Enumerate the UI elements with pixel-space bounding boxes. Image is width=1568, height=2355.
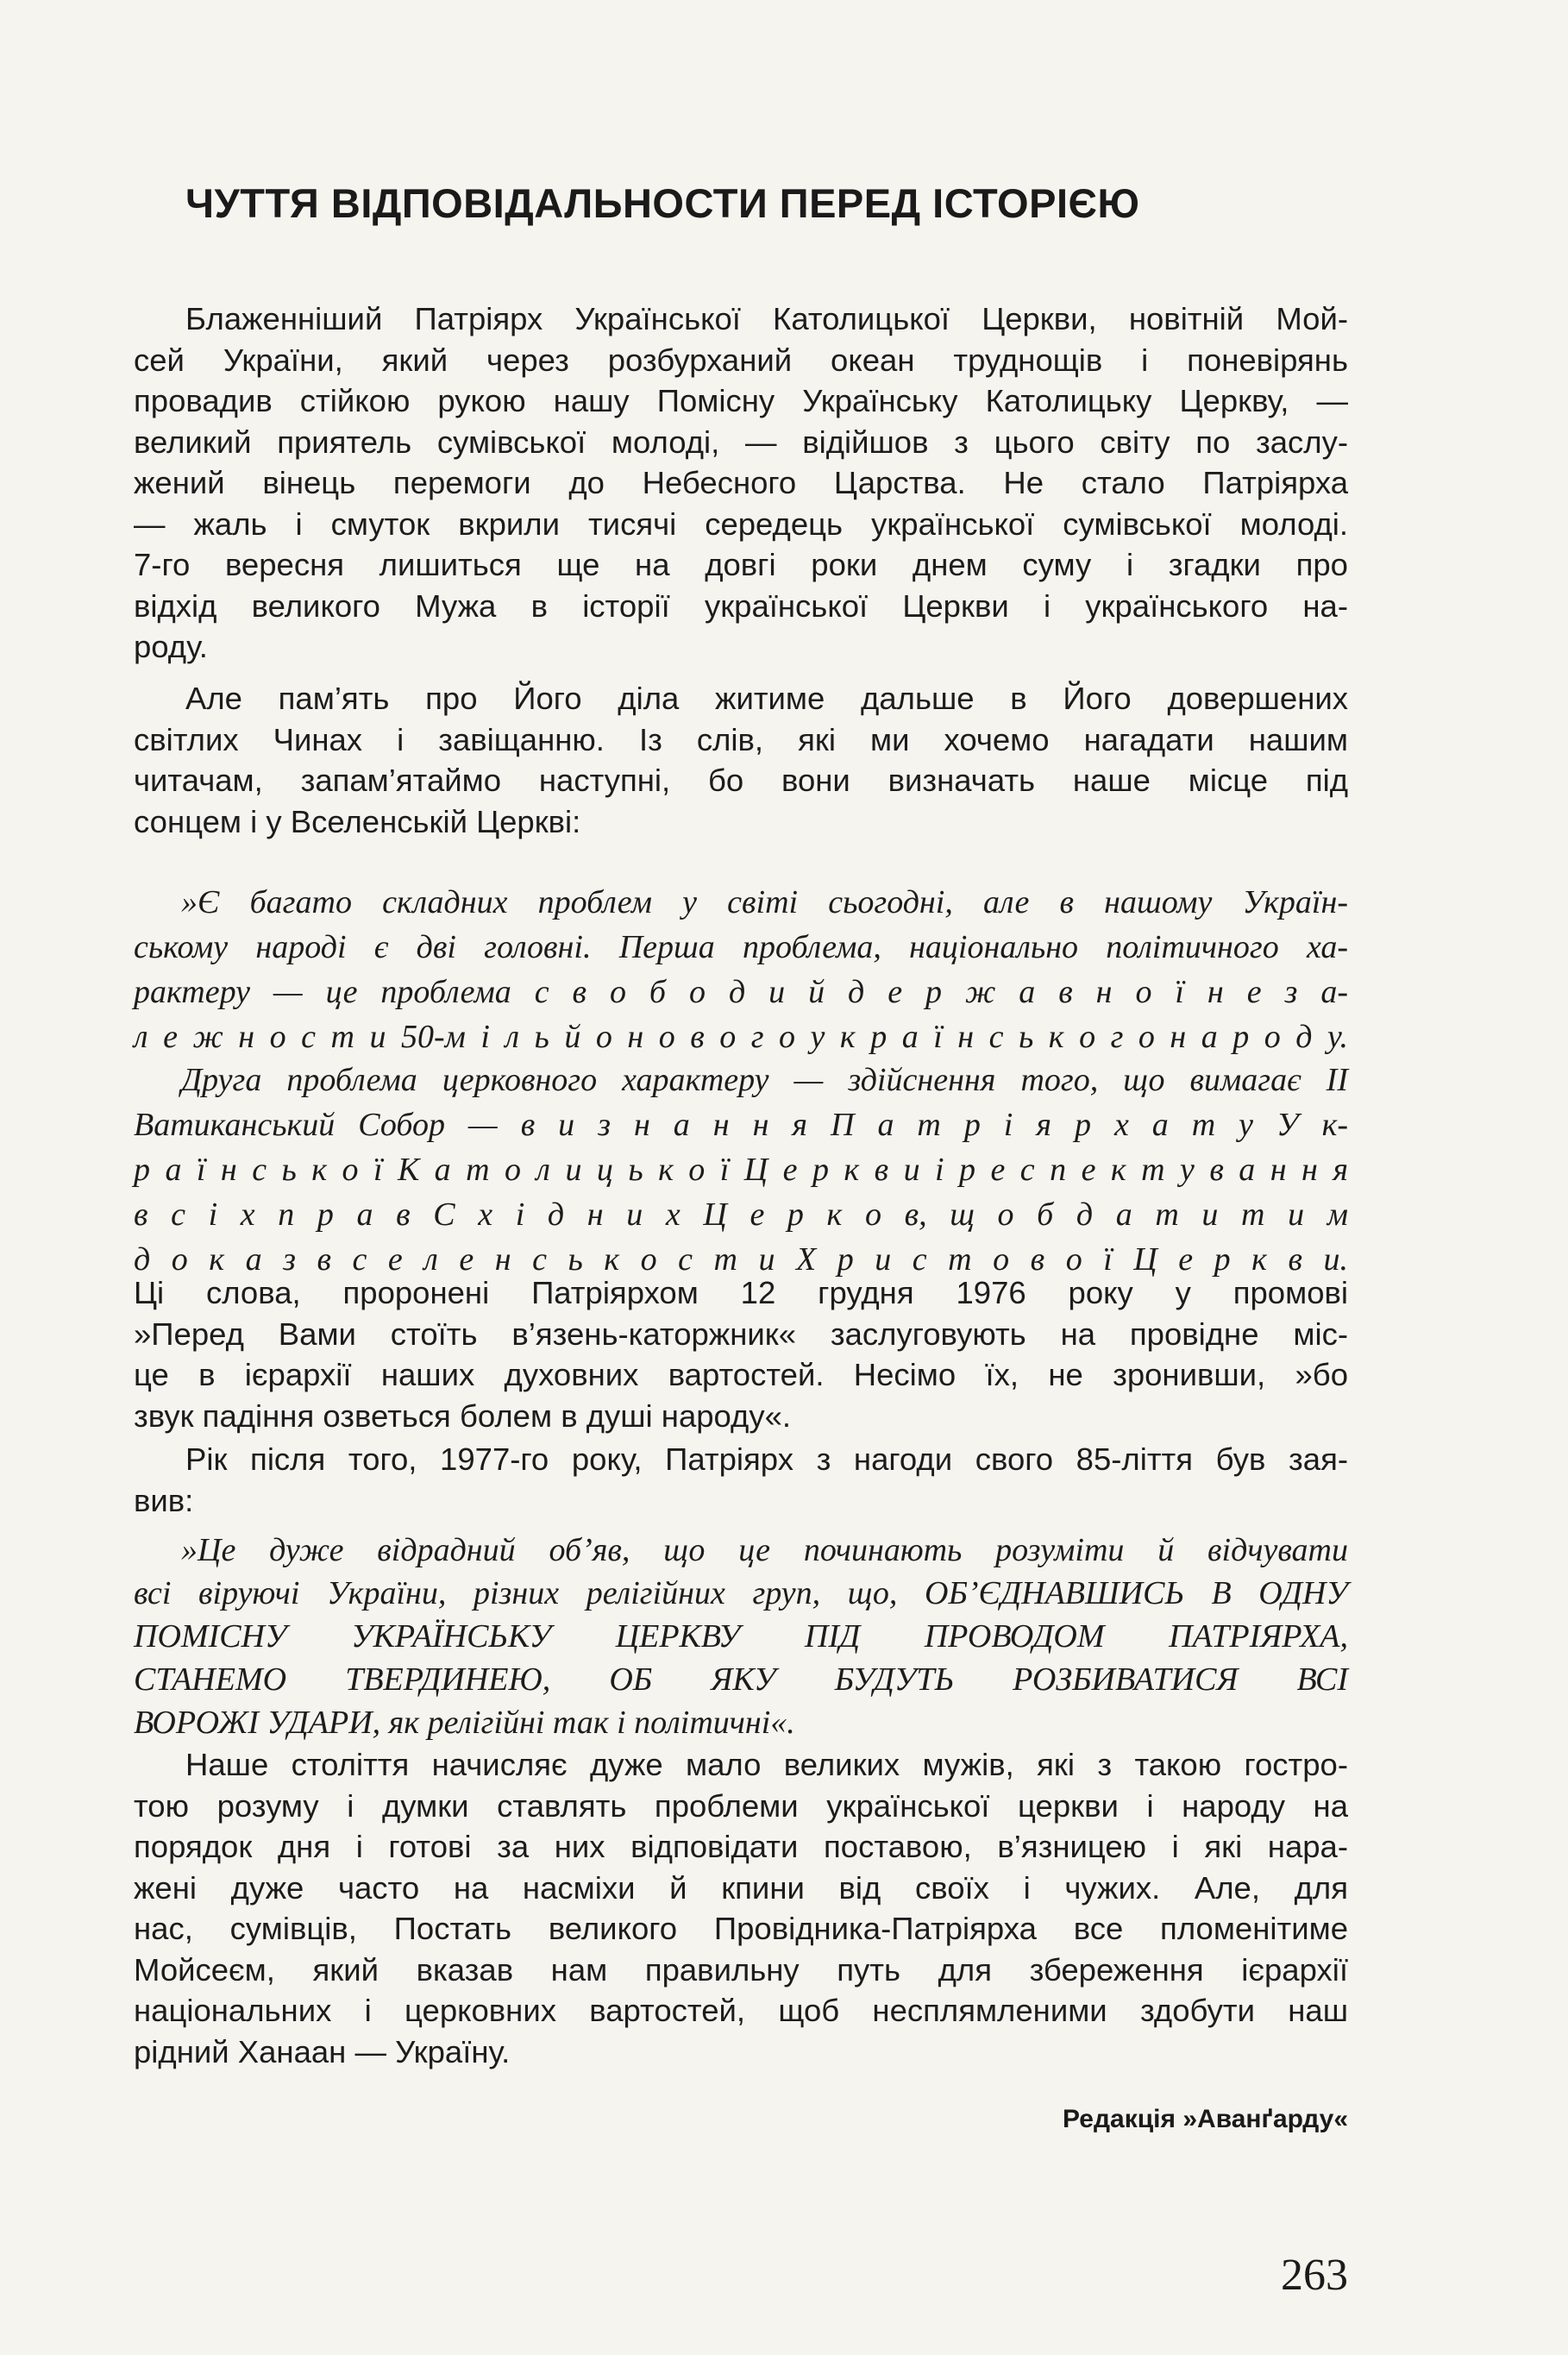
text-line: Ці слова, проронені Патріярхом 12 грудня 1976 року у промові (134, 1275, 1348, 1310)
quote-1 (134, 880, 1348, 1059)
text-line: світлих Чинах і завіщанню. Із слів, які ми хочемо нагадати нашим (134, 721, 1348, 757)
text-line: Рік після того, 1977-го року, Патріярх з нагоди свого 85-ліття був зая- (185, 1441, 1348, 1477)
paragraph-5 (134, 1744, 1348, 2072)
quote-line: рактеру — це проблема с в о б о д и й д е р ж а в н о ї н е з а- (134, 974, 1348, 1010)
text-line: рідний Ханаан — Україну. (134, 2033, 511, 2069)
quote-line: ському народі є дві головні. Перша проблема, національно політичного ха- (134, 929, 1348, 965)
quote-line: СТАНЕМО ТВЕРДИНЕЮ, ОБ ЯКУ БУДУТЬ РОЗБИВАТИСЯ ВСІ (134, 1661, 1348, 1698)
text-line: Але пам’ять про Його діла житиме дальше в Його довершених (185, 681, 1348, 716)
text-line: жений вінець перемоги до Небесного Царства. Не стало Патріярха (134, 465, 1348, 500)
text-line: — жаль і смуток вкрили тисячі середець української сумівської молоді. (134, 506, 1348, 542)
quote-line: Ватиканський Собор — в и з н а н н я П а т р і я р х а т у У к- (134, 1107, 1348, 1143)
quote-line: »Є багато складних проблем у світі сьогодні, але в нашому Україн- (181, 884, 1348, 920)
text-line: роду. (134, 629, 208, 664)
quote-line: »Це дуже відрадний об’яв, що це починають розуміти й відчувати (181, 1532, 1348, 1568)
text-line: нас, сумівців, Постать великого Провідника-Патріярха все пломенітиме (134, 1911, 1348, 1946)
quote-line: л е ж н о с т и 50-м і л ь й о н о в о г о у к р а ї н с ь к о г о н а р о д у. (134, 1019, 1348, 1055)
text-line: вив: (134, 1482, 194, 1518)
quote-line: д о к а з в с е л е н с ь к о с т и Х р и с т о в о ї Ц е р к в и. (134, 1241, 1348, 1278)
quote-line: ПОМІСНУ УКРАЇНСЬКУ ЦЕРКВУ ПІД ПРОВОДОМ ПАТРІЯРХА, (134, 1618, 1348, 1655)
text-line: сонцем і у Вселенській Церкві: (134, 803, 581, 839)
text-line: це в ієрархії наших духовних вартостей. Несімо їх, не зронивши, »бо (134, 1357, 1348, 1392)
quote-line: ВОРОЖІ УДАРИ, як релігійні так і політичні«. (134, 1705, 795, 1741)
text-line: сей України, який через розбурханий океан труднощів і поневірянь (134, 342, 1348, 378)
text-line: національних і церковних вартостей, щоб несплямленими здобути наш (134, 1993, 1348, 2028)
page-number: 263 (1281, 2251, 1348, 2300)
paragraph-1 (134, 298, 1348, 668)
text-line: Блаженніший Патріярх Української Католицької Церкви, новітній Мой- (185, 301, 1348, 336)
quote-line: всі віруючі України, різних релігійних груп, що, ОБ’ЄДНАВШИСЬ В ОДНУ (134, 1575, 1348, 1611)
text-line: тою розуму і думки ставлять проблеми української церкви і народу на (134, 1787, 1348, 1824)
text-line: читачам, запам’ятаймо наступні, бо вони визначать наше місце під (134, 763, 1348, 798)
quote-line: Друга проблема церковного характеру — здійснення того, що вимагає II (181, 1062, 1348, 1098)
article-title: ЧУТТЯ ВІДПОВІДАЛЬНОСТИ ПЕРЕД ІСТОРІЄЮ (185, 180, 1140, 226)
editorial-signature: Редакція »Аванґарду« (1063, 2105, 1348, 2133)
quote-2 (134, 1058, 1348, 1282)
quote-line: в с і х п р а в С х і д н и х Ц е р к о в, щ о б д а т и т и м (134, 1196, 1348, 1233)
paragraph-3 (134, 1272, 1348, 1436)
paragraph-2 (134, 678, 1348, 842)
quote-3 (134, 1529, 1348, 1744)
text-line: відхід великого Мужа в історії української Церкви і українського на- (134, 587, 1348, 624)
text-line: порядок дня і готові за них відповідати поставою, в’язницею і які нара- (134, 1829, 1348, 1864)
text-line: 7-го вересня лишиться ще на довгі роки днем суму і згадки про (134, 547, 1348, 582)
text-line: звук падіння озветься болем в душі народу«. (134, 1397, 792, 1434)
quote-line: р а ї н с ь к о ї К а т о л и ц ь к о ї Ц е р к в и і р е с п е к т у в а н н я (134, 1152, 1348, 1188)
text-line: »Перед Вами стоїть в’язень-каторжник« заслуговують на провідне міс- (134, 1316, 1348, 1352)
text-line: Мойсеєм, який вказав нам правильну путь для збереження ієрархії (134, 1951, 1348, 1988)
text-line: великий приятель сумівської молоді, — відійшов з цього світу по заслу- (134, 424, 1348, 460)
paragraph-4 (134, 1439, 1348, 1521)
text-line: провадив стійкою рукою нашу Помісну Українську Католицьку Церкву, — (134, 383, 1348, 418)
text-line: жені дуже часто на насміхи й кпини від своїх і чужих. Але, для (134, 1869, 1348, 1906)
text-line: Наше століття начисляє дуже мало великих мужів, які з такою гостро- (185, 1747, 1348, 1782)
